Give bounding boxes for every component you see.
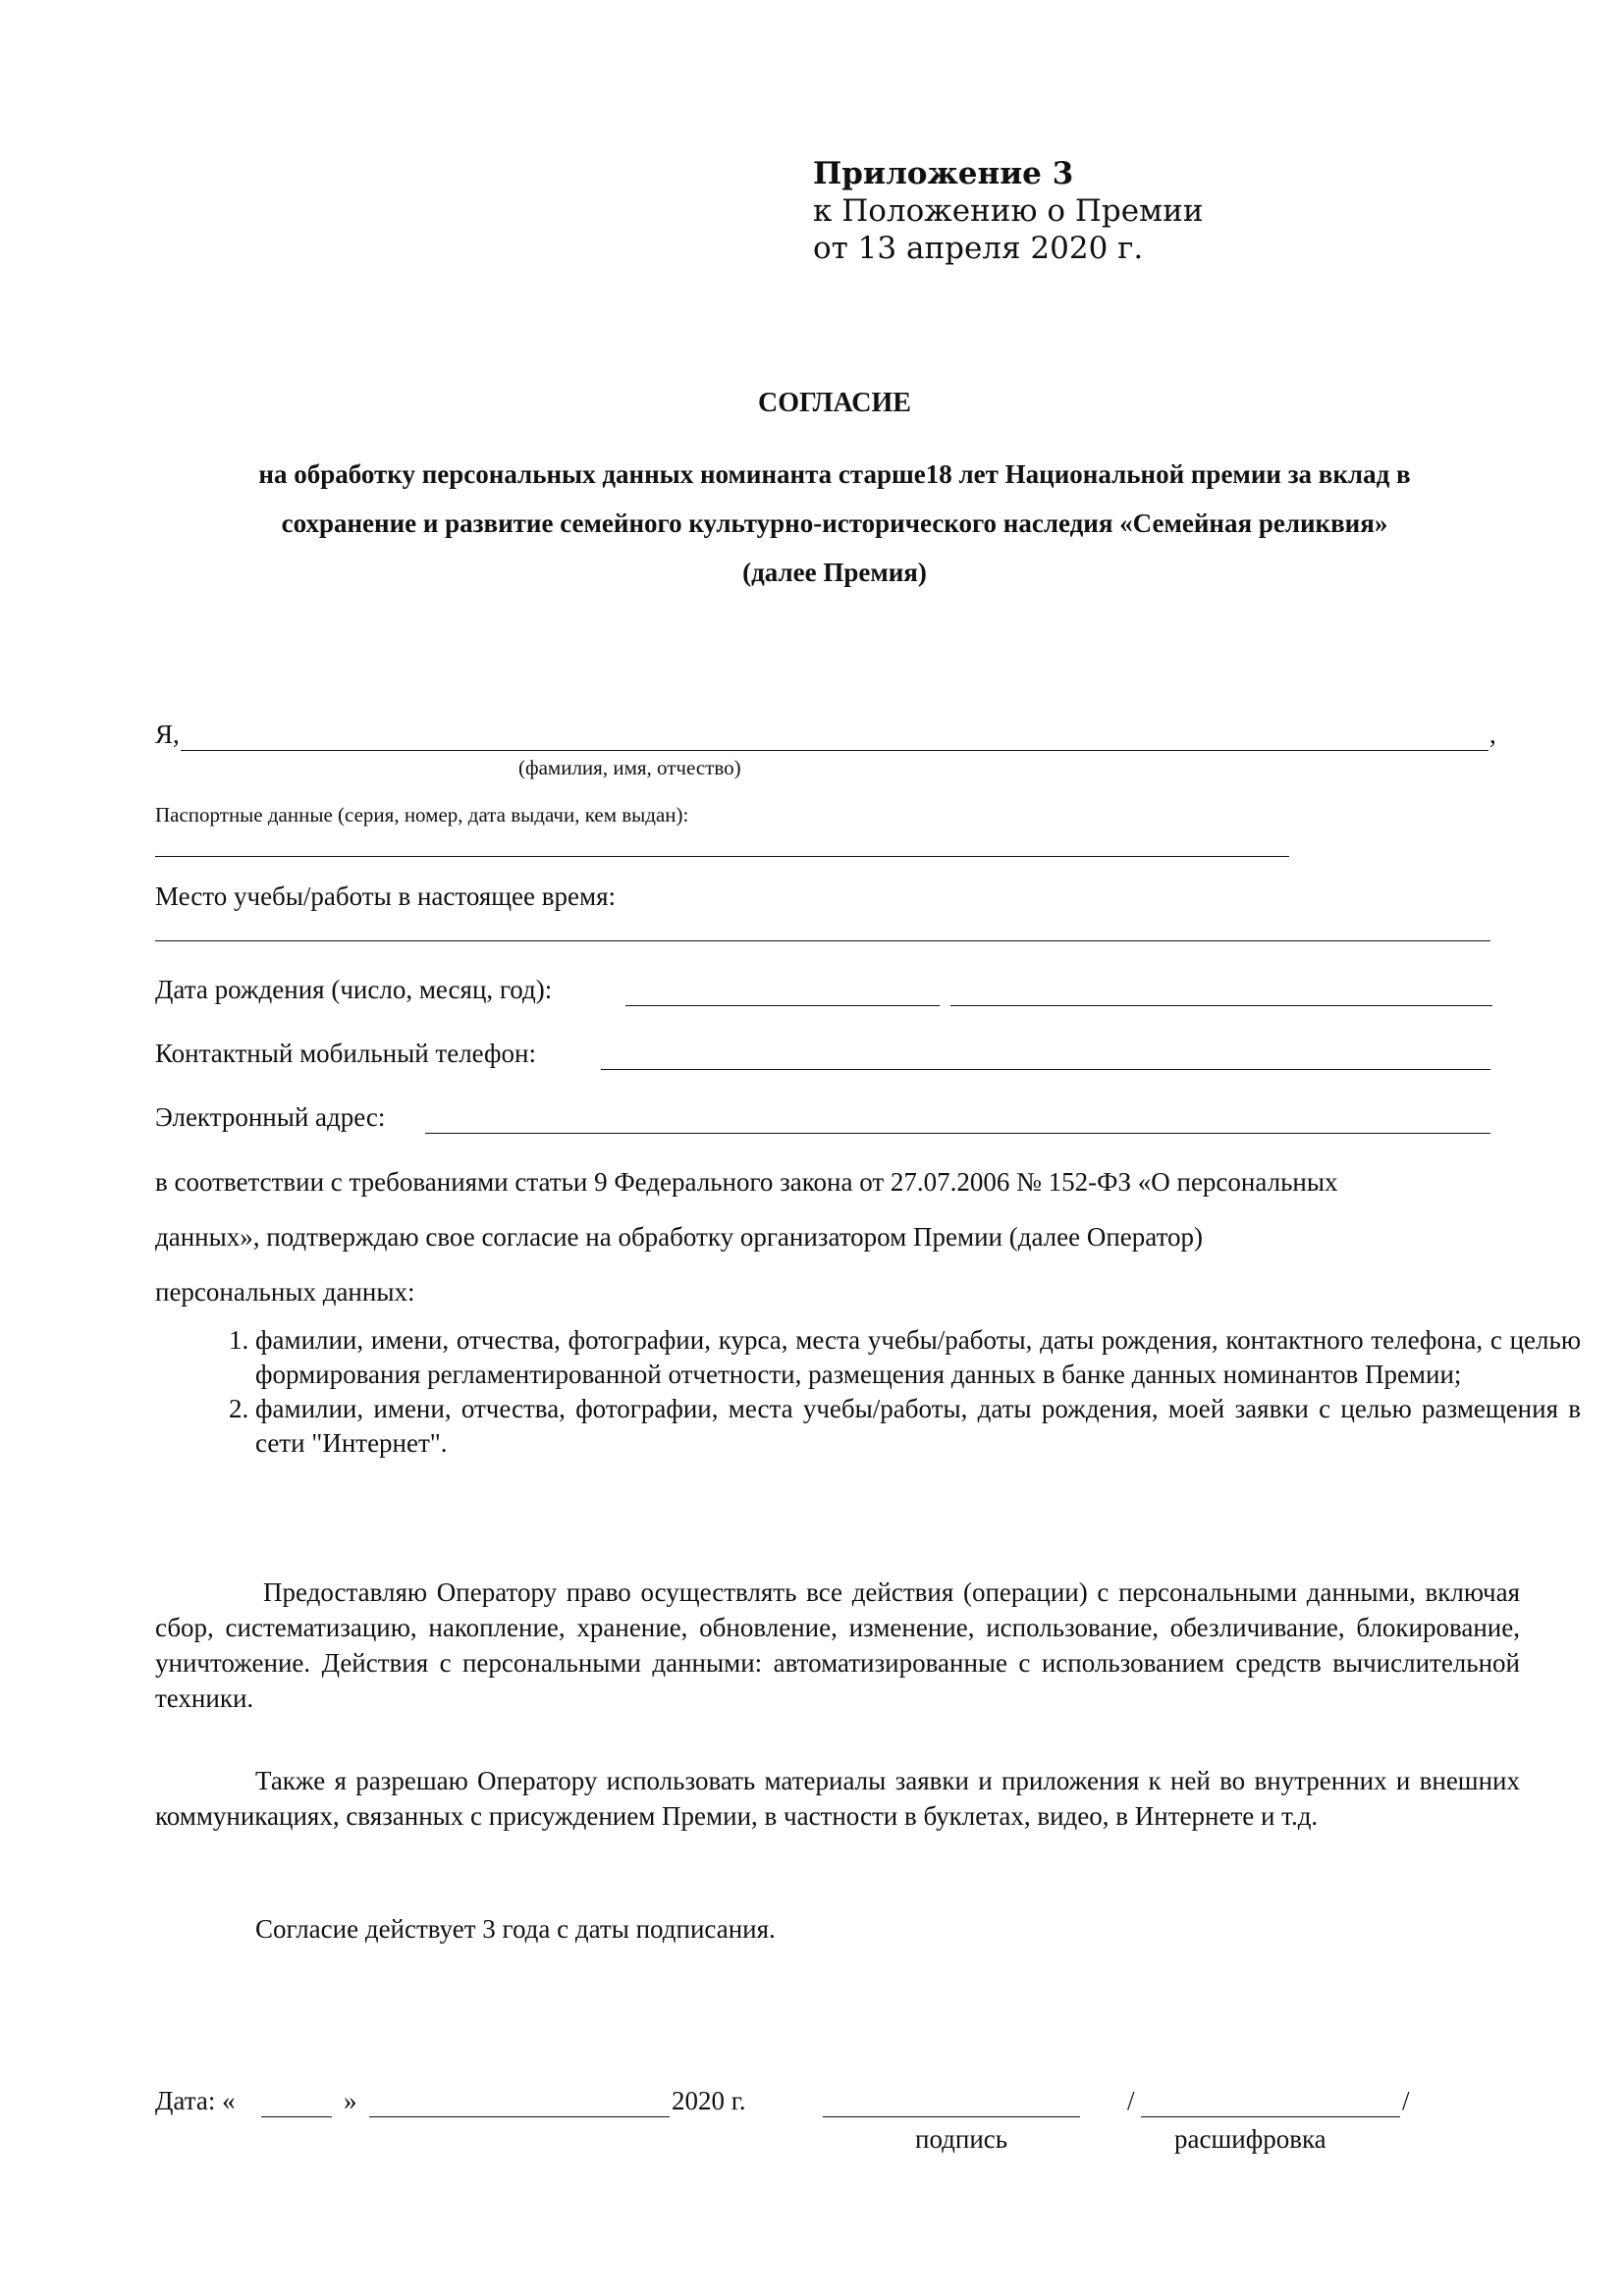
decoding-close-slash: /	[1402, 2086, 1410, 2115]
birth-date-label: Дата рождения (число, месяц, год):	[155, 975, 553, 1004]
document-title: СОГЛАСИЕ	[758, 388, 911, 418]
consent-line-1: в соответствии с требованиями статьи 9 Федерального закона от 27.07.2006 № 152-ФЗ «О персональных	[155, 1167, 1338, 1197]
consent-statement	[155, 1154, 1520, 1319]
document-subtitle-line-1: на обработку персональных данных номинанта старше18 лет Национальной премии за вклад в	[258, 459, 1411, 489]
date-day-input-line[interactable]	[261, 2116, 332, 2117]
decoding-input-line[interactable]	[1141, 2116, 1400, 2117]
phone-label: Контактный мобильный телефон:	[155, 1039, 536, 1068]
fio-input-line[interactable]	[181, 750, 1489, 751]
data-items-list	[196, 1323, 1581, 1461]
decoding-caption: расшифровка	[1174, 2124, 1326, 2154]
consent-line-3: персональных данных:	[155, 1277, 415, 1307]
document-subtitle-line-2: сохранение и развитие семейного культурно-исторического наследия «Семейная реликвия»	[281, 508, 1388, 538]
birth-date-input-line-1[interactable]	[625, 1005, 940, 1006]
validity-paragraph: Согласие действует 3 года с даты подписания.	[255, 1914, 776, 1944]
materials-paragraph: Также я разрешаю Оператору использовать материалы заявки и приложения к ней во внутренних и внешних коммуникациях, связанных с присуждением Премии, в частности в буклетах, видео, в Интернете и т.д.	[155, 1766, 1520, 1831]
signature-input-line[interactable]	[823, 2116, 1080, 2117]
appendix-date: от 13 апреля 2020 г.	[813, 231, 1144, 266]
consent-line-2: данных», подтверждаю свое согласие на обработку организатором Премии (далее Оператор)	[155, 1222, 1204, 1252]
appendix-title: Приложение 3	[813, 156, 1074, 191]
date-year: 2020 г.	[672, 2086, 746, 2115]
signature-caption: подпись	[915, 2124, 1008, 2154]
rights-paragraph: Предоставляю Оператору право осуществлять все действия (операции) с персональными данными, включая сбор, систематизацию, накопление, хранение, обновление, изменение, использование, обезличивание, блокирование, уничтожение. Действия с персональными данными: автоматизированные с использованием средств вычислительной техники.	[155, 1577, 1520, 1713]
phone-input-line[interactable]	[601, 1069, 1490, 1070]
decoding-open-slash: /	[1127, 2086, 1135, 2115]
email-label: Электронный адрес:	[155, 1102, 386, 1132]
appendix-block	[813, 155, 1204, 267]
fio-hint: (фамилия, имя, отчество)	[518, 756, 741, 779]
date-close-quote: »	[344, 2086, 357, 2115]
date-month-input-line[interactable]	[369, 2116, 670, 2117]
ya-comma: ,	[1489, 720, 1496, 749]
email-input-line[interactable]	[425, 1133, 1490, 1134]
study-label: Место учебы/работы в настоящее время:	[155, 881, 616, 911]
document-subtitle-line-3: (далее Премия)	[742, 558, 927, 587]
birth-date-input-line-2[interactable]	[950, 1005, 1492, 1006]
passport-label: Паспортные данные (серия, номер, дата выдачи, кем выдан):	[155, 803, 689, 827]
ya-label: Я,	[155, 720, 180, 749]
passport-input-line[interactable]	[155, 856, 1289, 857]
list-item: 1. фамилии, имени, отчества, фотографии, курса, места учебы/работы, даты рождения, контактного телефона, с целью формирования регламентированной отчетности, размещения данных в банке данных номинантов Премии;	[255, 1323, 1581, 1392]
date-label: Дата: «	[155, 2086, 236, 2115]
appendix-reference: к Положению о Премии	[813, 193, 1204, 229]
list-item: 2. фамилии, имени, отчества, фотографии, места учебы/работы, даты рождения, моей заявки с целью размещения в сети "Интернет".	[255, 1392, 1581, 1461]
study-input-line[interactable]	[155, 940, 1490, 941]
